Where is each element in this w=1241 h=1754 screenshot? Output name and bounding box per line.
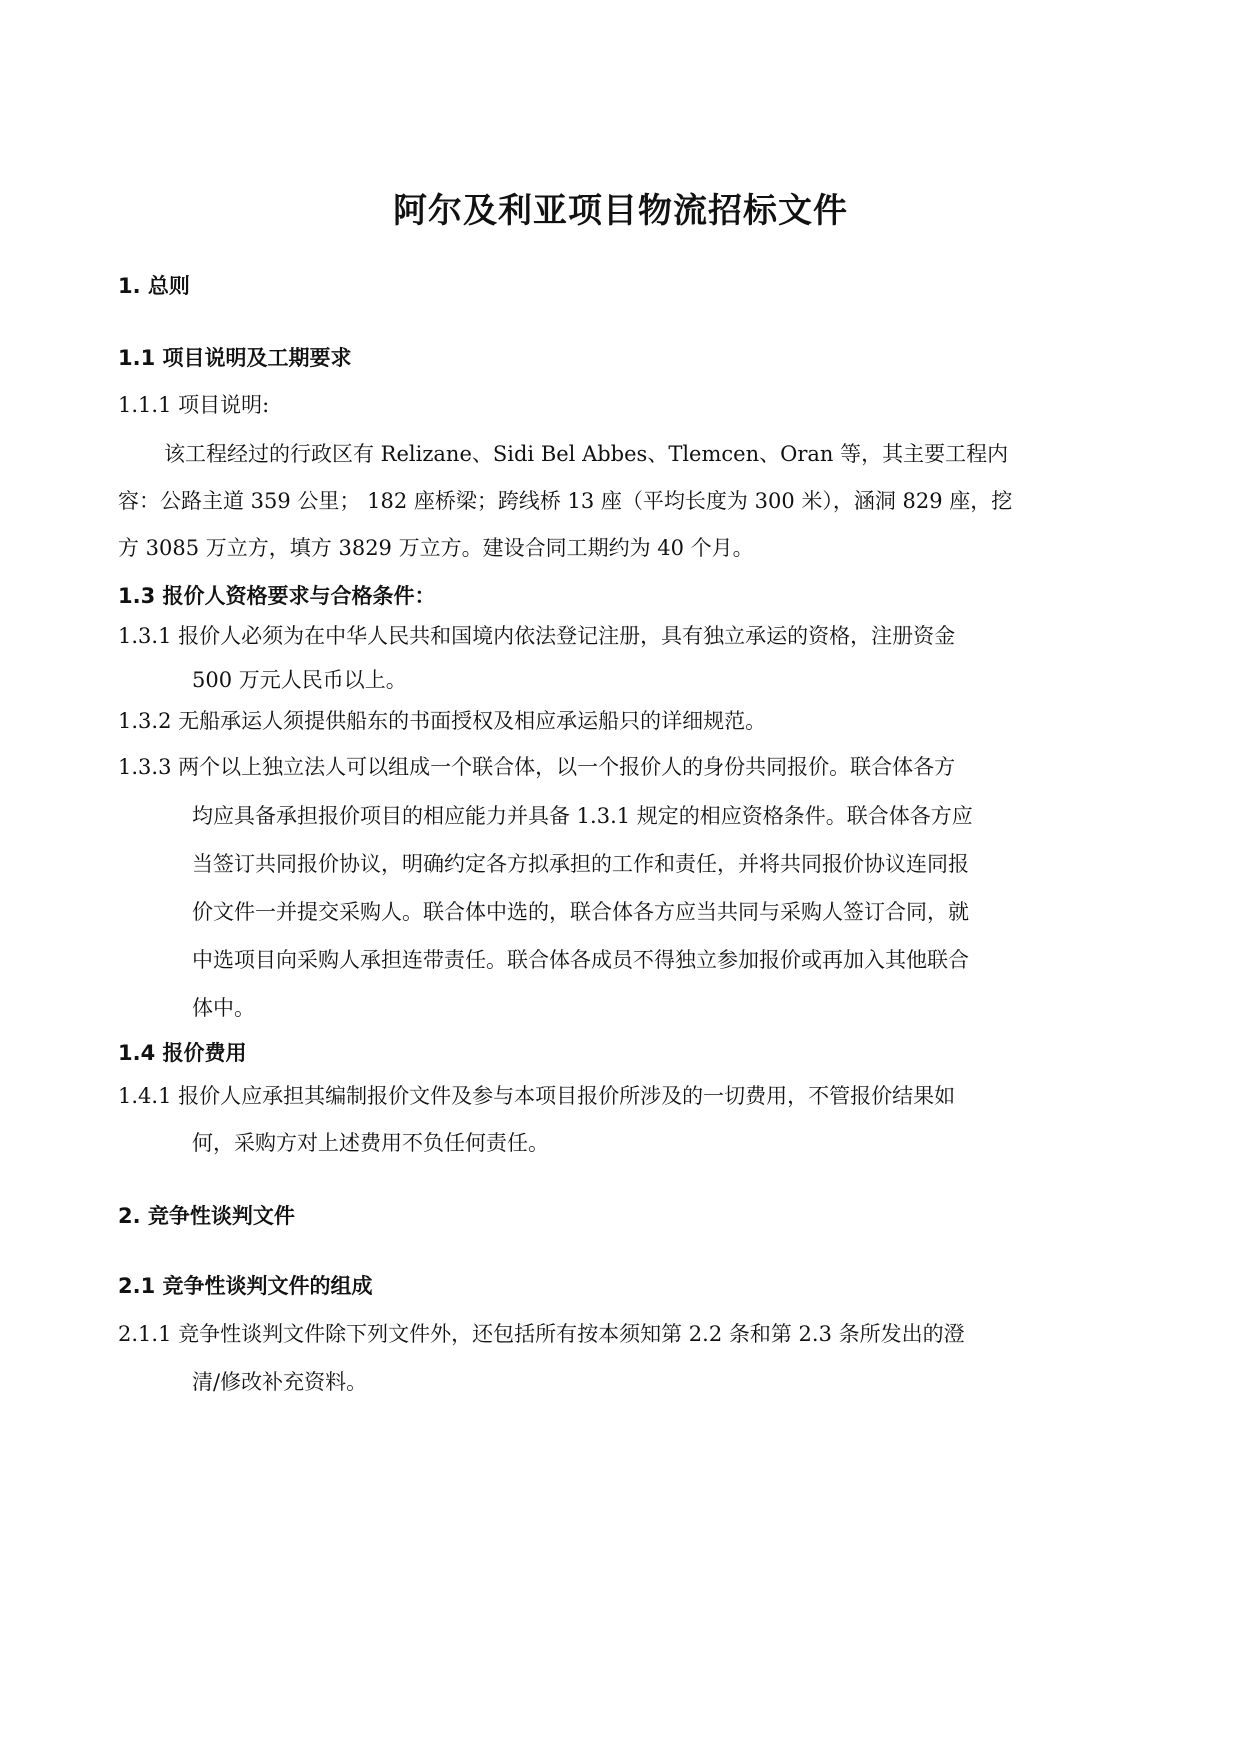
paragraph-line: 方 3085 万立方，填方 3829 万立方。建设合同工期约为 40 个月。 — [118, 536, 754, 560]
clause-2-1-1-line: 清/修改补充资料。 — [192, 1370, 368, 1394]
clause-1-3-3-line: 1.3.3 两个以上独立法人可以组成一个联合体，以一个报价人的身份共同报价。联合体各方 — [118, 755, 956, 779]
paragraph-line: 容：公路主道 359 公里； 182 座桥梁；跨线桥 13 座（平均长度为 300 米），涵洞 829 座，挖 — [118, 489, 1013, 513]
clause-1-3-1-line: 500 万元人民币以上。 — [192, 668, 407, 692]
clause-1-1-1-label: 1.1.1 项目说明: — [118, 393, 270, 417]
clause-1-3-2: 1.3.2 无船承运人须提供船东的书面授权及相应承运船只的详细规范。 — [118, 709, 767, 733]
clause-1-3-3-line: 当签订共同报价协议，明确约定各方拟承担的工作和责任，并将共同报价协议连同报 — [192, 852, 969, 876]
clause-1-3-3-line: 价文件一并提交采购人。联合体中选的，联合体各方应当共同与采购人签订合同，就 — [192, 900, 969, 924]
section-1-3-heading: 1.3 报价人资格要求与合格条件： — [118, 584, 436, 608]
section-1-1-heading: 1.1 项目说明及工期要求 — [118, 346, 352, 370]
section-2-heading: 2. 竞争性谈判文件 — [118, 1204, 295, 1228]
clause-2-1-1-line: 2.1.1 竞争性谈判文件除下列文件外，还包括所有按本须知第 2.2 条和第 2.3 条所发出的澄 — [118, 1322, 965, 1346]
clause-1-3-3-line: 体中。 — [192, 996, 255, 1020]
clause-1-3-1-line: 1.3.1 报价人必须为在中华人民共和国境内依法登记注册，具有独立承运的资格，注册资金 — [118, 624, 956, 648]
section-1-heading: 1. 总则 — [118, 274, 190, 298]
section-2-1-heading: 2.1 竞争性谈判文件的组成 — [118, 1274, 373, 1298]
clause-1-3-3-line: 中选项目向采购人承担连带责任。联合体各成员不得独立参加报价或再加入其他联合 — [192, 948, 969, 972]
clause-1-3-3-line: 均应具备承担报价项目的相应能力并具备 1.3.1 规定的相应资格条件。联合体各方应 — [192, 804, 973, 828]
clause-1-4-1-line: 1.4.1 报价人应承担其编制报价文件及参与本项目报价所涉及的一切费用，不管报价结果如 — [118, 1084, 956, 1108]
clause-1-4-1-line: 何，采购方对上述费用不负任何责任。 — [192, 1131, 549, 1155]
document-title: 阿尔及利亚项目物流招标文件 — [393, 191, 848, 231]
section-1-4-heading: 1.4 报价费用 — [118, 1041, 247, 1065]
paragraph-line: 该工程经过的行政区有 Relizane、Sidi Bel Abbes、Tlemcen、Oran 等，其主要工程内 — [164, 442, 1009, 466]
